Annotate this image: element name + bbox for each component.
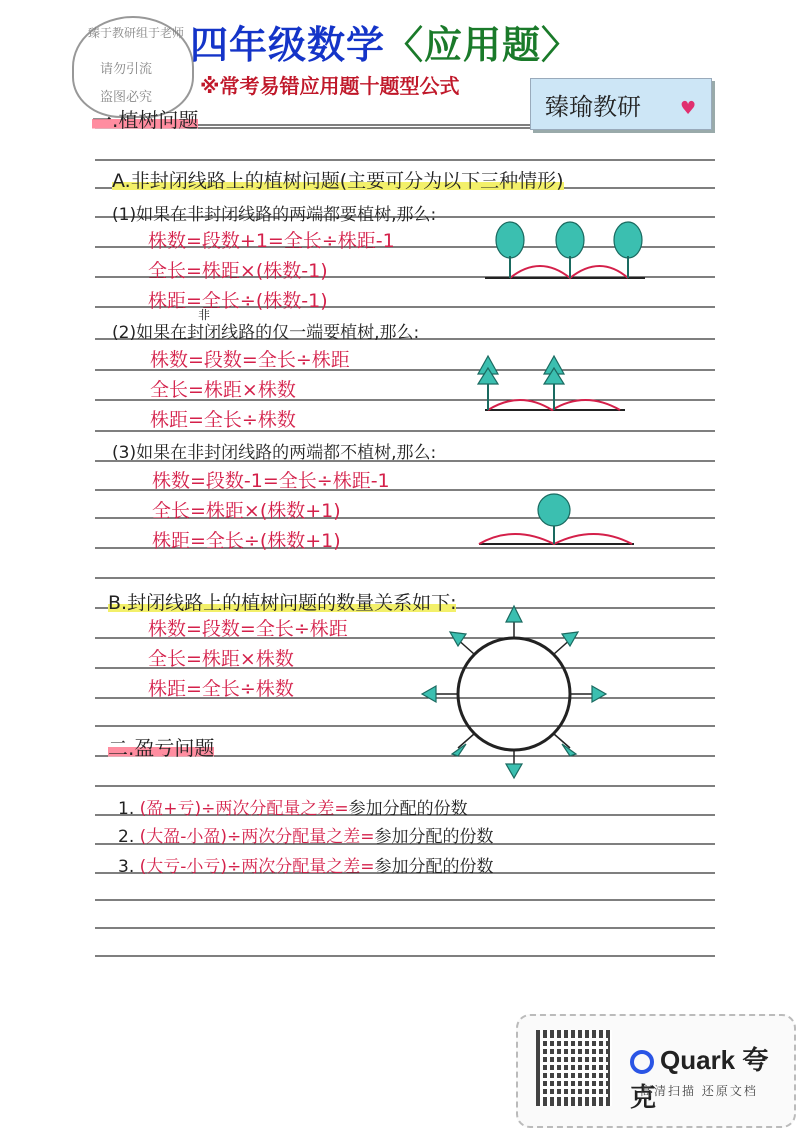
tag-label: 臻瑜教研: [545, 93, 641, 121]
item-1-num: 1.: [118, 799, 135, 819]
part-b-formula-2: 全长=株距×株数: [148, 648, 294, 670]
item-2-formula: (大盈-小盈)÷两次分配量之差=: [139, 827, 375, 847]
case-2-note: 非: [198, 308, 211, 322]
quark-logo-icon: [630, 1050, 654, 1074]
case-2-label: (2)如果在封闭线路的仅一端要植树,那么:: [112, 323, 420, 343]
quark-brand-text: Quark 夸克: [630, 1045, 769, 1112]
quark-slogan: 高清扫描 还原文档: [640, 1084, 758, 1098]
section-1-title-text: 一.植树问题: [92, 108, 199, 132]
case-2-formula-1: 株数=段数=全长÷株距: [150, 349, 350, 371]
case-1-formula-3: 株距=全长÷(株数-1): [148, 290, 328, 312]
case-1-formula-1: 株数=段数+1=全长÷株距-1: [148, 230, 395, 252]
item-1-result: 参加分配的份数: [348, 799, 468, 819]
part-b-formula-1: 株数=段数=全长÷株距: [148, 618, 348, 640]
profit-loss-item-2: [118, 822, 494, 847]
case-3-formula-2: 全长=株距×(株数+1): [152, 500, 341, 522]
case-1-formula-2: 全长=株距×(株数-1): [148, 260, 328, 282]
item-3-result: 参加分配的份数: [374, 857, 494, 877]
item-1-formula: (盈+亏)÷两次分配量之差=: [139, 799, 349, 819]
quark-brand: [630, 1040, 794, 1114]
part-b-formula-3: 株距=全长÷株数: [148, 678, 294, 700]
stamp-line-3: 盗图必究: [100, 90, 153, 105]
page-subtitle: ※常考易错应用题十题型公式: [200, 74, 460, 98]
qr-code[interactable]: [536, 1030, 612, 1106]
stamp-line-1: 臻于教研组于老师: [88, 26, 185, 40]
section-2-title: [108, 732, 214, 761]
case-3-label: (3)如果在非封闭线路的两端都不植树,那么:: [112, 443, 437, 463]
part-b-heading: [108, 588, 456, 615]
case-2-formula-3: 株距=全长÷株数: [150, 409, 296, 431]
trees-both-ends-illustration: [480, 212, 655, 287]
quark-watermark: [516, 1014, 796, 1128]
profit-loss-item-1: [118, 794, 468, 819]
item-2-num: 2.: [118, 827, 135, 847]
part-a-heading-text: A.非封闭线路上的植树问题(主要可分为以下三种情形): [112, 170, 564, 192]
title-main: 四年级数学: [190, 23, 386, 67]
title-annotation: 〈应用题〉: [385, 23, 581, 67]
item-2-result: 参加分配的份数: [374, 827, 494, 847]
heart-icon: ♥: [680, 98, 697, 119]
case-3-formula-3: 株距=全长÷(株数+1): [152, 530, 341, 552]
trees-one-end-illustration: [470, 352, 635, 422]
trees-no-ends-illustration: [474, 490, 639, 552]
profit-loss-item-3: [118, 852, 494, 877]
case-2-formula-2: 全长=株距×株数: [150, 379, 296, 401]
section-2-title-text: 二.盈亏问题: [108, 736, 215, 760]
stamp-line-2: 请勿引流: [100, 62, 153, 77]
item-3-num: 3.: [118, 857, 135, 877]
copyright-stamp: [72, 16, 194, 118]
part-a-heading: [112, 166, 564, 193]
item-3-formula: (大亏-小亏)÷两次分配量之差=: [139, 857, 375, 877]
closed-loop-trees-illustration: [412, 600, 622, 785]
page-title: [190, 14, 580, 69]
part-b-heading-text: B.封闭线路上的植树问题的数量关系如下:: [108, 592, 457, 614]
case-1-label: (1)如果在非封闭线路的两端都要植树,那么:: [112, 205, 437, 225]
section-1-title: [92, 104, 198, 133]
case-3-formula-1: 株数=段数-1=全长÷株距-1: [152, 470, 390, 492]
